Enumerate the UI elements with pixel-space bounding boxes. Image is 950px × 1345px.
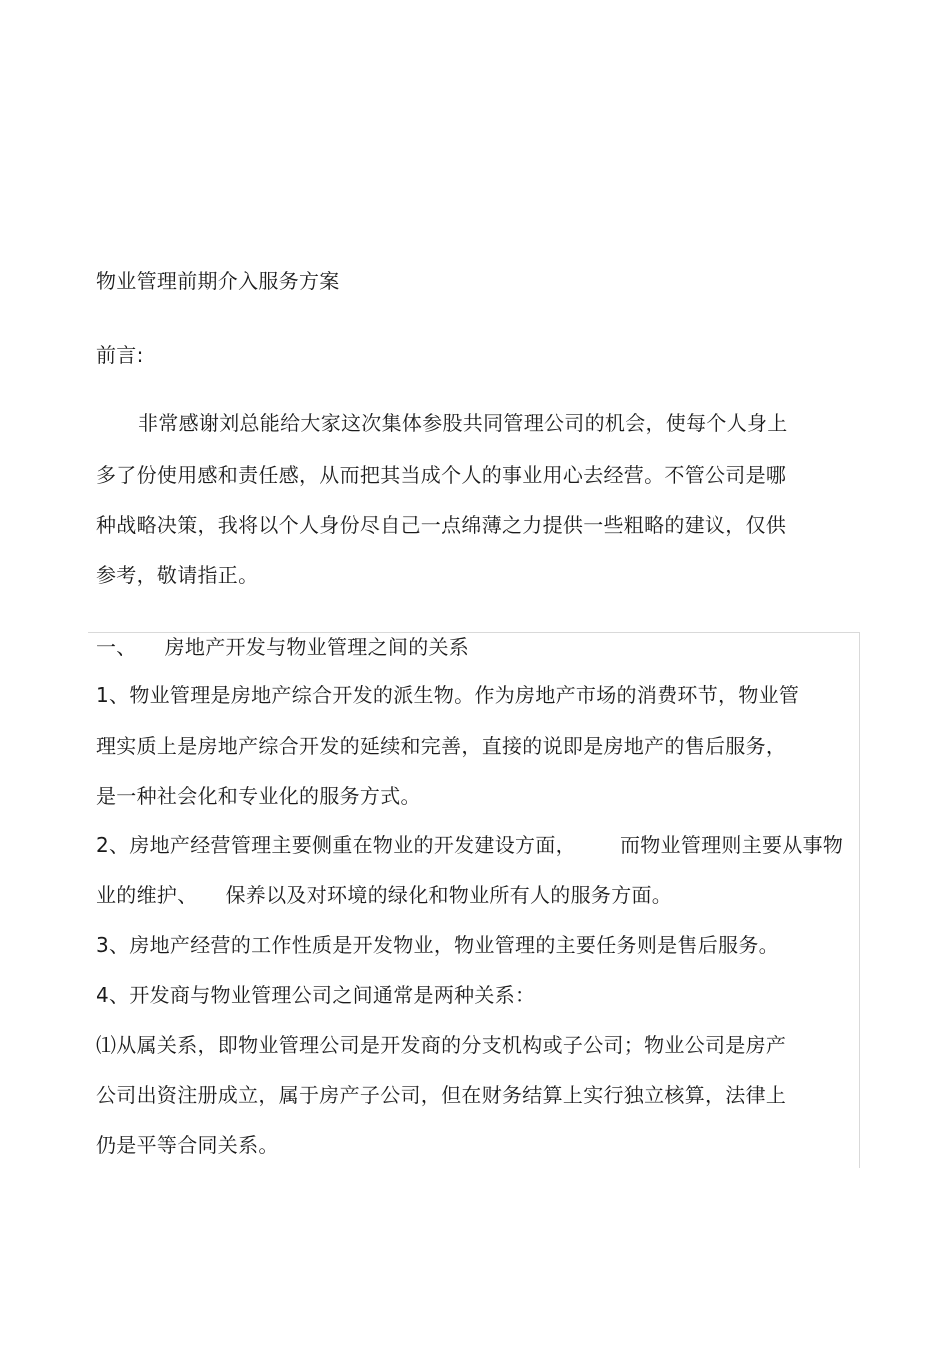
item-1-line-1: 1、物业管理是房地产综合开发的派生物。作为房地产市场的消费环节，物业管: [96, 683, 800, 707]
item-3: 3、房地产经营的工作性质是开发物业，物业管理的主要任务则是售后服务。: [96, 933, 779, 957]
item-2-line-1-part-a: 2、房地产经营管理主要侧重在物业的开发建设方面，: [96, 833, 576, 857]
item-1-line-2: 理实质上是房地产综合开发的延续和完善，直接的说即是房地产的售后服务，: [96, 734, 787, 758]
item-2-line-1-part-b: 而物业管理则主要从事物: [619, 833, 844, 857]
item-4-sub-1-line-2: 公司出资注册成立，属于房产子公司，但在财务结算上实行独立核算，法律上: [96, 1083, 787, 1107]
item-4: 4、开发商与物业管理公司之间通常是两种关系：: [96, 983, 536, 1007]
item-4-sub-1-line-1: ⑴从属关系，即物业管理公司是开发商的分支机构或子公司；物业公司是房产: [96, 1033, 787, 1057]
preface-line-2: 多了份使用感和责任感，从而把其当成个人的事业用心去经营。不管公司是哪: [96, 463, 787, 487]
preface-heading: 前言:: [96, 343, 144, 367]
item-1-line-3: 是一种社会化和专业化的服务方式。: [96, 784, 421, 808]
item-4-sub-1-line-3: 仍是平等合同关系。: [96, 1133, 279, 1157]
preface-line-4: 参考，敬请指正。: [96, 563, 259, 587]
section-1-heading: [96, 633, 469, 661]
item-2-line-2: [96, 881, 672, 909]
item-2-line-2-part-b: 保养以及对环境的绿化和物业所有人的服务方面。: [225, 883, 673, 907]
item-2-line-1: [96, 831, 843, 859]
item-2-line-2-part-a: 业的维护、: [96, 883, 198, 907]
document-title: 物业管理前期介入服务方案: [96, 269, 340, 293]
preface-line-3: 种战略决策，我将以个人身份尽自己一点绵薄之力提供一些粗略的建议，仅供: [96, 513, 787, 537]
preface-line-1: 非常感谢刘总能给大家这次集体参股共同管理公司的机会，使每个人身上: [138, 411, 788, 435]
section-1-title: 房地产开发与物业管理之间的关系: [164, 635, 470, 659]
section-1-number: 一、: [96, 635, 137, 659]
